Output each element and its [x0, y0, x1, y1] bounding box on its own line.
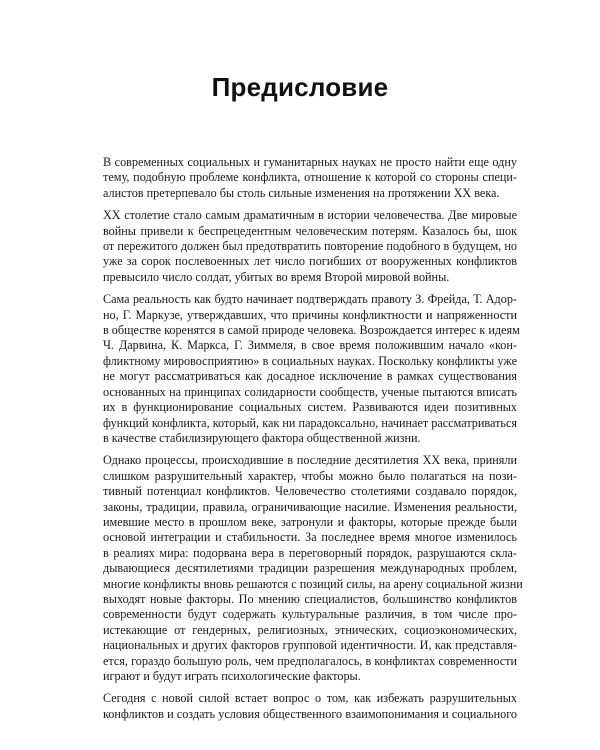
text-line: войны привели к беспрецедентным человеческим потерям. Казалось бы, шок — [103, 223, 517, 238]
text-line: уже за сорок послевоенных лет число погибших от вооруженных конфликтов — [103, 254, 517, 269]
text-line: тему, подобную проблеме конфликта, отношение к которой со стороны специ- — [103, 170, 517, 185]
text-line: в качестве стабилизирующего фактора общественной жизни. — [103, 430, 421, 445]
text-line: выходят новые факторы. По мнению специалистов, большинство конфликтов — [103, 591, 517, 606]
text-line: играют и будут играть психологические факторы. — [103, 669, 361, 683]
page-title: Предисловие — [211, 72, 389, 102]
paragraph — [103, 691, 517, 722]
text-line: но, Г. Маркузе, утверждавших, что причины конфликтности и напряженности — [103, 307, 517, 322]
text-line: имевшие место в прошлом веке, затронули и факторы, которые прежде были — [103, 514, 517, 529]
text-line: в обществе коренятся в самой природе человека. Возрождается интерес к идеям — [103, 323, 520, 338]
paragraph — [103, 292, 520, 446]
paragraph — [103, 208, 517, 285]
text-line: Однако процессы, происходившие в последние десятилетия XX века, приняли — [103, 453, 517, 468]
text-line: алистов претерпевало бы столь сильные изменения на протяжении XX века. — [103, 185, 500, 200]
text-line: слишком разрушительный характер, чтобы можно было полагаться на пози- — [103, 468, 517, 483]
text-line: основанных на принципах солидарности сообществ, ученые пытаются вписать — [103, 384, 517, 399]
text-line: Ч. Дарвина, К. Маркса, Г. Зиммеля, в свое время положившим начало «кон- — [103, 338, 517, 353]
text-line: в реалиях мира: подорвана вера в переговорный порядок, разрушаются скла- — [103, 545, 517, 560]
text-line: от пережитого должен был предотвратить повторение подобного в будущем, но — [103, 239, 517, 254]
text-line: их в функционирование социальных систем. Развиваются идеи позитивных — [103, 400, 517, 415]
paragraph — [103, 453, 523, 684]
text-line: истекающие от гендерных, религиозных, этнических, социоэкономических, — [103, 622, 517, 637]
text-line: национальных и других факторов групповой идентичности. И, как представля- — [103, 638, 517, 653]
text-line: фликтному мировосприятию» в социальных науках. Поскольку конфликты уже — [103, 353, 517, 368]
text-line: ется, гораздо большую роль, чем предполагалось, в конфликтах современности — [103, 653, 517, 668]
text-line: Сама реальность как будто начинает подтверждать правоту З. Фрейда, Т. Адор- — [103, 292, 517, 307]
paragraph — [103, 155, 517, 201]
text-line: современности будут содержать культуральные различия, в том числе про- — [103, 607, 517, 622]
text-line: не могут рассматриваться как досадное исключение в рамках существования — [103, 369, 517, 384]
text-line: функций конфликта, который, как ни парадоксально, начинает рассматриваться — [103, 415, 517, 430]
text-line: Сегодня с новой силой встает вопрос о том, как избежать разрушительных — [103, 691, 517, 706]
text-line: превысило число солдат, убитых во время Второй мировой войны. — [103, 269, 450, 284]
text-line: основой интеграции и стабильности. За последнее время многое изменилось — [103, 530, 517, 545]
text-line: тивный потенциал конфликтов. Человечество столетиями создавало порядок, — [103, 484, 517, 499]
text-line: конфликтов и создать условия общественного взаимопонимания и социального — [103, 706, 517, 721]
text-line: законы, традиции, правила, ограничивающие насилие. Изменения реальности, — [103, 499, 517, 514]
text-line: XX столетие стало самым драматичным в истории человечества. Две мировые — [103, 208, 517, 223]
text-line: многие конфликты вновь решаются с позиций силы, на арену социальной жизни — [103, 576, 523, 591]
text-line: В современных социальных и гуманитарных науках не просто найти еще одну — [103, 155, 517, 169]
body-text — [103, 155, 523, 729]
text-line: дывающиеся десятилетиями традиции разрешения международных проблем, — [103, 561, 517, 576]
